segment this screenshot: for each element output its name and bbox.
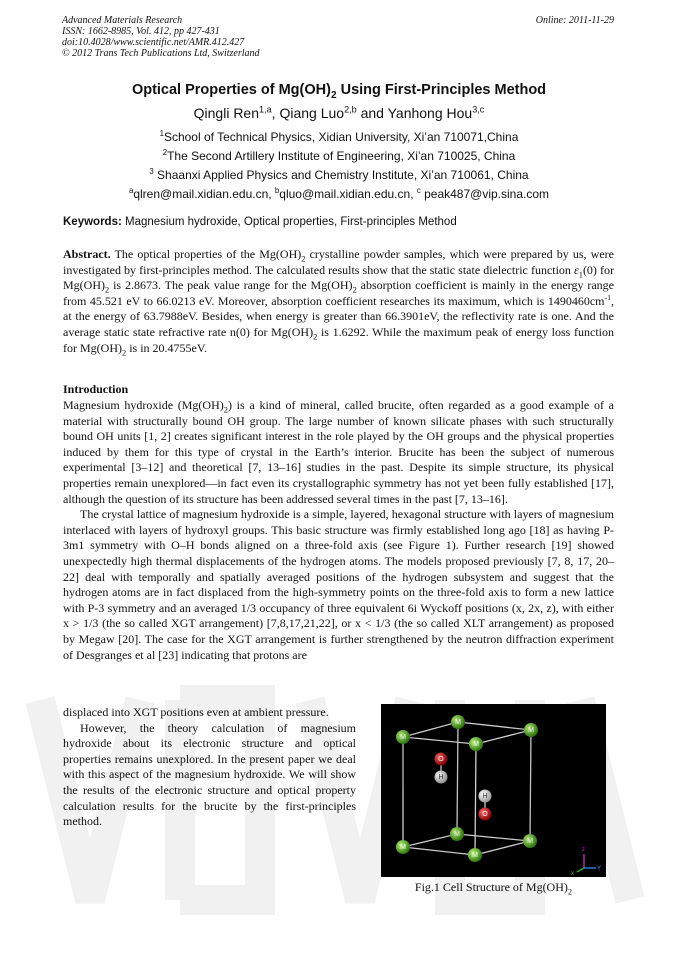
svg-text:M: M (472, 852, 478, 859)
affiliation-2: $^2$The Second Artillery Institute of Engineering, Xi’an 710025, China (162, 148, 516, 163)
svg-text:H: H (438, 774, 444, 781)
affiliation-3: $^3$ Shaanxi Applied Physics and Chemistry Institute, Xi’an 710061, China (149, 167, 529, 182)
svg-text:M: M (454, 831, 460, 838)
author-name: Qingli Ren (193, 105, 260, 121)
abstract: Abstract. The optical properties of the $Mg(OH)_2$ crystalline powder samples, which were prepared by us, were investigated by first-principles method. The calculated results show that the static state dielectric function $\varepsilon_1(0)$ for $Mg(OH)_2$ is 2.8673. The peak value range for the $Mg(OH)_2$ absorption coefficient is mainly in the energy range from 45.521 eV to 66.0213 eV. Moreover, absorption coefficient researches its maximum, which is $1490460cm^{-1}$, at the energy of 63.7988eV. Besides, when energy is greater than 66.3901eV, the reflectivity rate is one. And the average static state refractive rate n(0) for $Mg(OH)_2$ is 1.6292. While the maximum peak of energy loss function for $Mg(OH)_2$ is in 20.4755eV. (63, 247, 614, 357)
journal-name: Advanced Materials Research (62, 15, 183, 26)
author-emails: $^a$qlren@mail.xidian.edu.cn, $^b$qluo@mail.xidian.edu.cn, $^c$ peak487@vip.sina.com (128, 186, 550, 201)
left-column-text (63, 705, 356, 830)
svg-text:M: M (473, 741, 479, 748)
paragraph: The crystal lattice of magnesium hydroxide is a simple, layered, hexagonal structure with layers of magnesium interlaced with layers of hydroxyl groups. This basic structure was firmly established long ago [18] as having P-3m1 symmetry with O–H bonds aligned on a three-fold axis (see Figure 1). Further research [19] showed unexpectedly high thermal displacements of the hydrogen atoms. The models proposed previously [7, 8, 17, 20–22] deal with temporally and spatially averaged positions of the hydrogen subsystem and suggest that the hydrogen atoms are in fact displaced from the high-symmetry points on the three-fold axis to form a new lattice with P-3 symmetry and an averaged 1/3 occupancy of three equivalent 6i Wyckoff positions (x, 2x, z), with either x > 1/3 (the so called XGT arrangement) [7,8,17,21,22], or x < 1/3 (the so called XLT arrangement) as proposed by Megaw [20]. The case for the XGT arrangement is further strengthened by the neutron diffraction experiment of Desgranges et al [23] indicating that protons are (63, 507, 614, 662)
online-date: Online: 2011-11-29 (535, 15, 614, 26)
svg-text:z: z (582, 847, 585, 853)
abstract-label: Abstract. (63, 247, 111, 261)
paper-title: Optical Properties of $Mg(OH)_2$ Using First-Principles Method (131, 82, 547, 101)
paragraph: However, the theory calculation of magnesium hydroxide about its electronic structure and optical properties remains unexplored. In the present paper we deal with this aspect of the magnesium hydroxide. We will show the results of the electronic structure and optical property calculation results for the brucite by the first-principles method. (63, 720, 356, 829)
introduction-body (63, 398, 614, 663)
figure-caption: Fig.1 Cell Structure of $Mg(OH)_2$ (414, 880, 573, 897)
affiliation-1: $^1$School of Technical Physics, Xidian University, Xi’an 710071,China (159, 129, 519, 144)
axis-triad (571, 847, 601, 877)
author-list: Qingli Ren$^{1,a}$, Qiang Luo$^{2,b}$ and Yanhong Hou$^{3,c}$ (193, 104, 485, 121)
crystal-structure-image (381, 704, 606, 877)
journal-copyright: © 2012 Trans Tech Publications Ltd, Switzerland (62, 48, 260, 59)
svg-text:O: O (438, 756, 444, 763)
paragraph: displaced into XGT positions even at ambient pressure. (63, 705, 329, 719)
email-link[interactable]: qlren@mail.xidian.edu.cn, (133, 187, 275, 201)
unit-cell-edges (403, 722, 531, 855)
svg-text:x: x (571, 871, 574, 877)
svg-text:Y: Y (597, 866, 602, 872)
svg-text:M: M (455, 719, 461, 726)
section-heading-introduction: Introduction (63, 382, 129, 396)
svg-text:M: M (400, 734, 406, 741)
author-name: Qiang Luo (279, 105, 345, 121)
figure-cell-structure (381, 704, 606, 877)
svg-text:M: M (527, 838, 533, 845)
journal-issn: ISSN: 1662-8985, Vol. 412, pp 427-431 (62, 26, 220, 37)
svg-text:M: M (528, 727, 534, 734)
svg-text:H: H (482, 793, 488, 800)
email-link[interactable]: peak487@vip.sina.com (420, 187, 550, 201)
paragraph: Magnesium hydroxide $(Mg(OH)_2)$ is a kind of mineral, called brucite, often regarded as a good example of a material with structurally bound OH group. The large number of known silicate phases with such structurally bound OH units [1, 2] creates significant interest in the role played by the OH groups and the physical properties induced by them for this type of crystal in the Earth’s interior. Brucite has been the subject of numerous experimental [3–12] and theoretical [7, 13–16] studies in the past. Despite its simple structure, its physical properties remain unexplored—in fact even its crystallographic symmetry has not yet been fully established [17], although the question of its structure has been addressed several times in the past [7, 13–16]. (63, 398, 615, 506)
keywords: Keywords: Magnesium hydroxide, Optical properties, First-principles Method (63, 216, 457, 228)
keywords-label: Keywords: (63, 216, 122, 228)
email-link[interactable]: qluo@mail.xidian.edu.cn, (279, 187, 417, 201)
journal-doi[interactable]: doi:10.4028/www.scientific.net/AMR.412.427 (62, 37, 245, 48)
journal-header (62, 15, 260, 59)
svg-text:M: M (400, 844, 406, 851)
author-name: Yanhong Hou (387, 105, 473, 121)
svg-text:O: O (482, 811, 488, 818)
